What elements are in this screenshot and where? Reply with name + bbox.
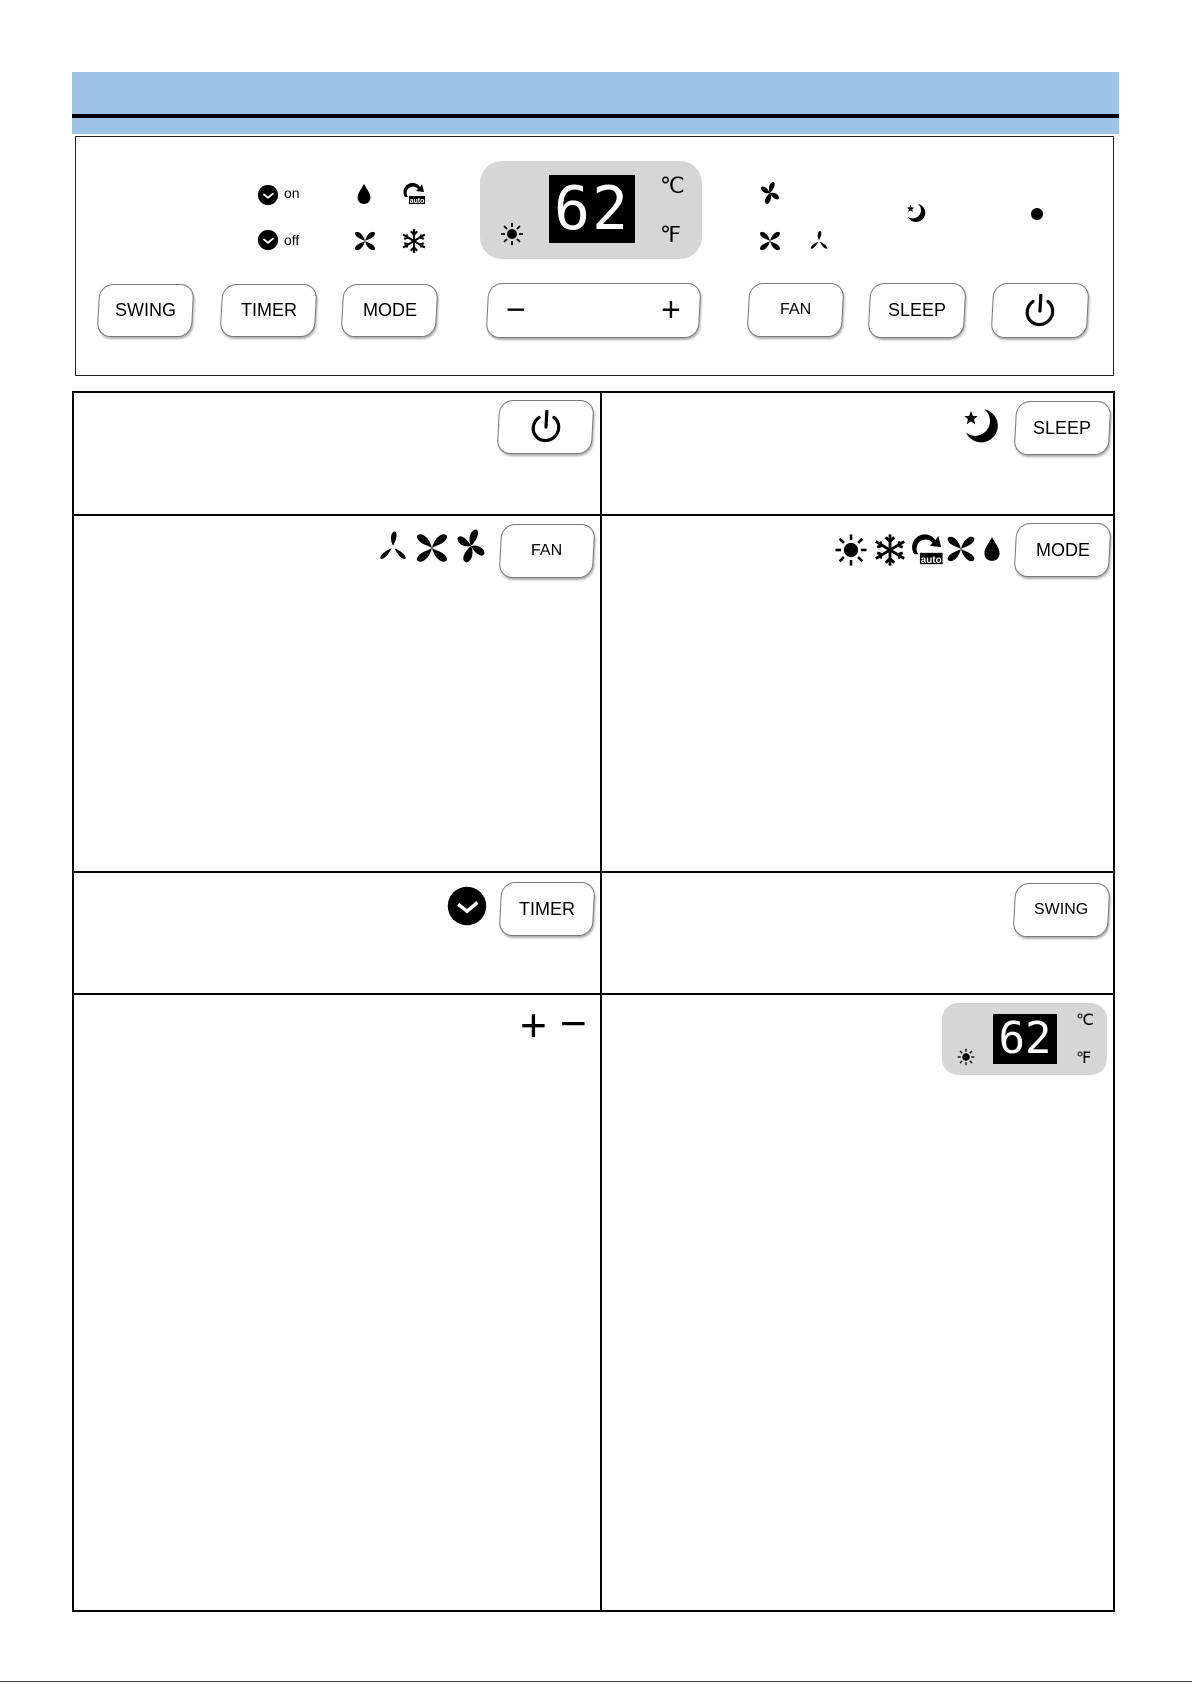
cell-mode-button[interactable]	[1014, 523, 1112, 577]
clock-icon	[257, 184, 279, 206]
fan-medium-icon	[758, 229, 782, 253]
table-column-divider	[600, 391, 602, 1612]
timer-button-label: TIMER	[240, 300, 297, 320]
clock-icon	[446, 885, 488, 927]
cell-mode-button-label: MODE	[1035, 539, 1090, 560]
description-table	[72, 391, 1115, 1612]
fan-low-icon	[808, 230, 830, 252]
fan-low-icon	[376, 530, 410, 564]
sleep-button-label: SLEEP	[887, 300, 947, 320]
cell-fan-button[interactable]	[499, 524, 596, 578]
sleep-button[interactable]	[868, 283, 967, 338]
cell-fan-button-label: FAN	[531, 542, 563, 559]
table-row-divider	[72, 871, 1115, 873]
mode-button-label: MODE	[362, 300, 417, 320]
auto-mode-icon	[910, 533, 944, 567]
footer-rule	[0, 1681, 1192, 1682]
sleep-moon-icon	[961, 406, 1001, 446]
celsius-unit: ℃	[660, 173, 685, 198]
fan-icon	[353, 229, 377, 253]
temp-adjust-button[interactable]	[486, 283, 702, 338]
header-rule	[72, 114, 1119, 118]
snowflake-icon	[873, 533, 907, 567]
fan-button-label: FAN	[779, 301, 812, 318]
swing-button[interactable]	[97, 284, 195, 337]
table-row-divider	[72, 514, 1115, 516]
table-row-divider	[72, 993, 1115, 995]
swing-button-label: SWING	[115, 300, 176, 320]
fan-high-icon	[758, 181, 782, 205]
cell-sleep-button-label: SLEEP	[1033, 417, 1092, 438]
timer-on-label: on	[284, 185, 300, 201]
plus-icon: +	[520, 999, 547, 1051]
cell-fahrenheit-unit: ℉	[1076, 1050, 1092, 1067]
sleep-moon-icon	[905, 202, 927, 224]
timer-button[interactable]	[220, 284, 318, 337]
power-button[interactable]	[991, 283, 1090, 338]
plus-label: +	[661, 291, 681, 329]
fan-button[interactable]	[747, 283, 845, 337]
timer-off-label: off	[284, 232, 300, 248]
fahrenheit-unit: ℉	[660, 222, 681, 247]
power-icon	[528, 410, 564, 444]
cell-display-value: 62	[998, 1013, 1052, 1064]
snowflake-icon	[401, 228, 427, 254]
indicator-dot-icon	[1031, 208, 1043, 220]
display-value: 62	[553, 174, 631, 244]
cell-sleep-button[interactable]	[1014, 401, 1112, 455]
fan-medium-icon	[414, 530, 450, 566]
auto-mode-icon	[402, 182, 426, 206]
mode-button[interactable]	[341, 284, 439, 337]
cell-celsius-unit: ℃	[1076, 1012, 1094, 1029]
minus-label: −	[506, 291, 526, 329]
cell-power-button[interactable]	[497, 400, 595, 454]
cell-timer-button-label: TIMER	[519, 898, 575, 919]
sun-icon	[834, 533, 868, 567]
cell-swing-button-label: SWING	[1034, 901, 1089, 918]
fan-high-icon	[453, 528, 489, 564]
fan-icon	[945, 533, 977, 565]
sun-icon	[957, 1048, 975, 1066]
minus-icon: −	[560, 997, 587, 1049]
power-icon	[1022, 294, 1058, 328]
sun-icon	[500, 222, 524, 246]
header-band	[72, 72, 1119, 134]
water-drop-icon	[353, 182, 375, 206]
cell-timer-button[interactable]	[499, 882, 596, 936]
cell-swing-button[interactable]	[1013, 883, 1111, 937]
clock-icon	[257, 229, 279, 251]
water-drop-icon	[979, 533, 1005, 565]
